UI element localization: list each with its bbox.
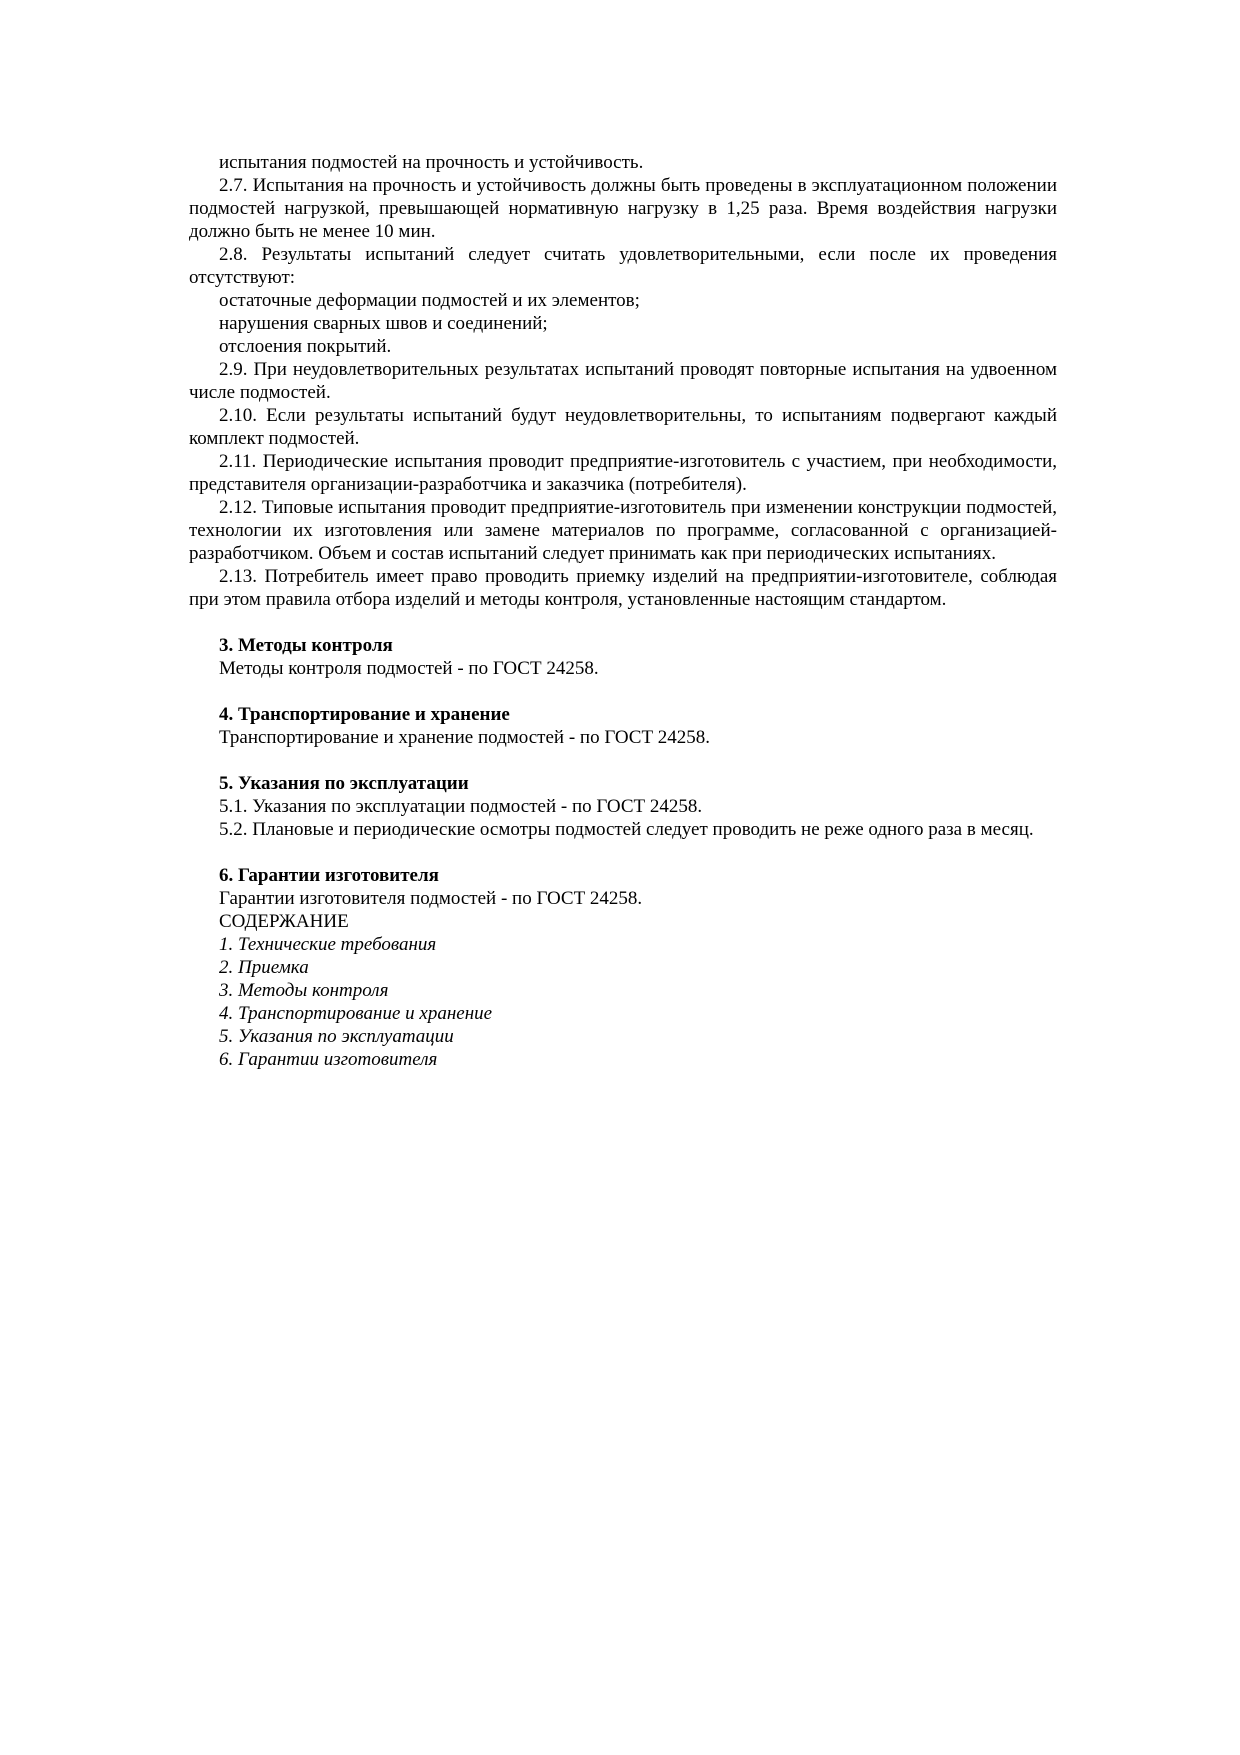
- list-item-residual-deformation: остаточные деформации подмостей и их элементов;: [219, 290, 640, 311]
- paragraph-intro-end: испытания подмостей на прочность и устойчивость.: [219, 152, 644, 173]
- section-3-text: Методы контроля подмостей - по ГОСТ 24258.: [219, 658, 599, 679]
- toc-item: 4. Транспортирование и хранение: [219, 1003, 493, 1024]
- toc-title: СОДЕРЖАНИЕ: [219, 911, 349, 932]
- paragraph-2-12: 2.12. Типовые испытания проводит предприятие-изготовитель при изменении конструкции подмостей, технологии их изготовления или замене материалов по программе, согласованной с организацией-разработчиком. Объем и состав испытаний следует принимать как при периодических испытаниях.: [189, 497, 1057, 564]
- section-6-heading: 6. Гарантии изготовителя: [219, 865, 439, 886]
- toc-item: 5. Указания по эксплуатации: [219, 1026, 454, 1047]
- section-3-heading: 3. Методы контроля: [219, 635, 393, 656]
- list-item-coating-peeling: отслоения покрытий.: [219, 336, 392, 357]
- section-4-heading: 4. Транспортирование и хранение: [219, 704, 510, 725]
- paragraph-2-13: 2.13. Потребитель имеет право проводить приемку изделий на предприятии-изготовителе, соблюдая при этом правила отбора изделий и методы контроля, установленные настоящим стандартом.: [189, 566, 1057, 610]
- document-page: [189, 151, 1057, 1071]
- paragraph-2-8: 2.8. Результаты испытаний следует считать удовлетворительными, если после их проведения отсутствуют:: [189, 244, 1057, 288]
- paragraph-2-10: 2.10. Если результаты испытаний будут неудовлетворительны, то испытаниям подвергают каждый комплект подмостей.: [189, 405, 1057, 449]
- toc-item: 2. Приемка: [219, 957, 309, 978]
- paragraph-2-7: 2.7. Испытания на прочность и устойчивость должны быть проведены в эксплуатационном положении подмостей нагрузкой, превышающей нормативную нагрузку в 1,25 раза. Время воздействия нагрузки должно быть не менее 10 мин.: [189, 175, 1057, 242]
- paragraph-2-9: 2.9. При неудовлетворительных результатах испытаний проводят повторные испытания на удвоенном числе подмостей.: [189, 359, 1057, 403]
- spacer: [189, 680, 1057, 703]
- list-item-weld-defects: нарушения сварных швов и соединений;: [219, 313, 548, 334]
- spacer: [189, 841, 1057, 864]
- spacer: [189, 749, 1057, 772]
- paragraph-5-1: 5.1. Указания по эксплуатации подмостей - по ГОСТ 24258.: [219, 796, 703, 817]
- section-5-heading: 5. Указания по эксплуатации: [219, 773, 469, 794]
- section-6-text: Гарантии изготовителя подмостей - по ГОСТ 24258.: [219, 888, 643, 909]
- toc-item: 6. Гарантии изготовителя: [219, 1049, 438, 1070]
- toc-item: 3. Методы контроля: [219, 980, 389, 1001]
- paragraph-5-2: 5.2. Плановые и периодические осмотры подмостей следует проводить не реже одного раза в месяц.: [219, 819, 1034, 840]
- toc-item: 1. Технические требования: [219, 934, 437, 955]
- paragraph-2-11: 2.11. Периодические испытания проводит предприятие-изготовитель с участием, при необходимости, представителя организации-разработчика и заказчика (потребителя).: [189, 451, 1057, 495]
- section-4-text: Транспортирование и хранение подмостей - по ГОСТ 24258.: [219, 727, 711, 748]
- spacer: [189, 611, 1057, 634]
